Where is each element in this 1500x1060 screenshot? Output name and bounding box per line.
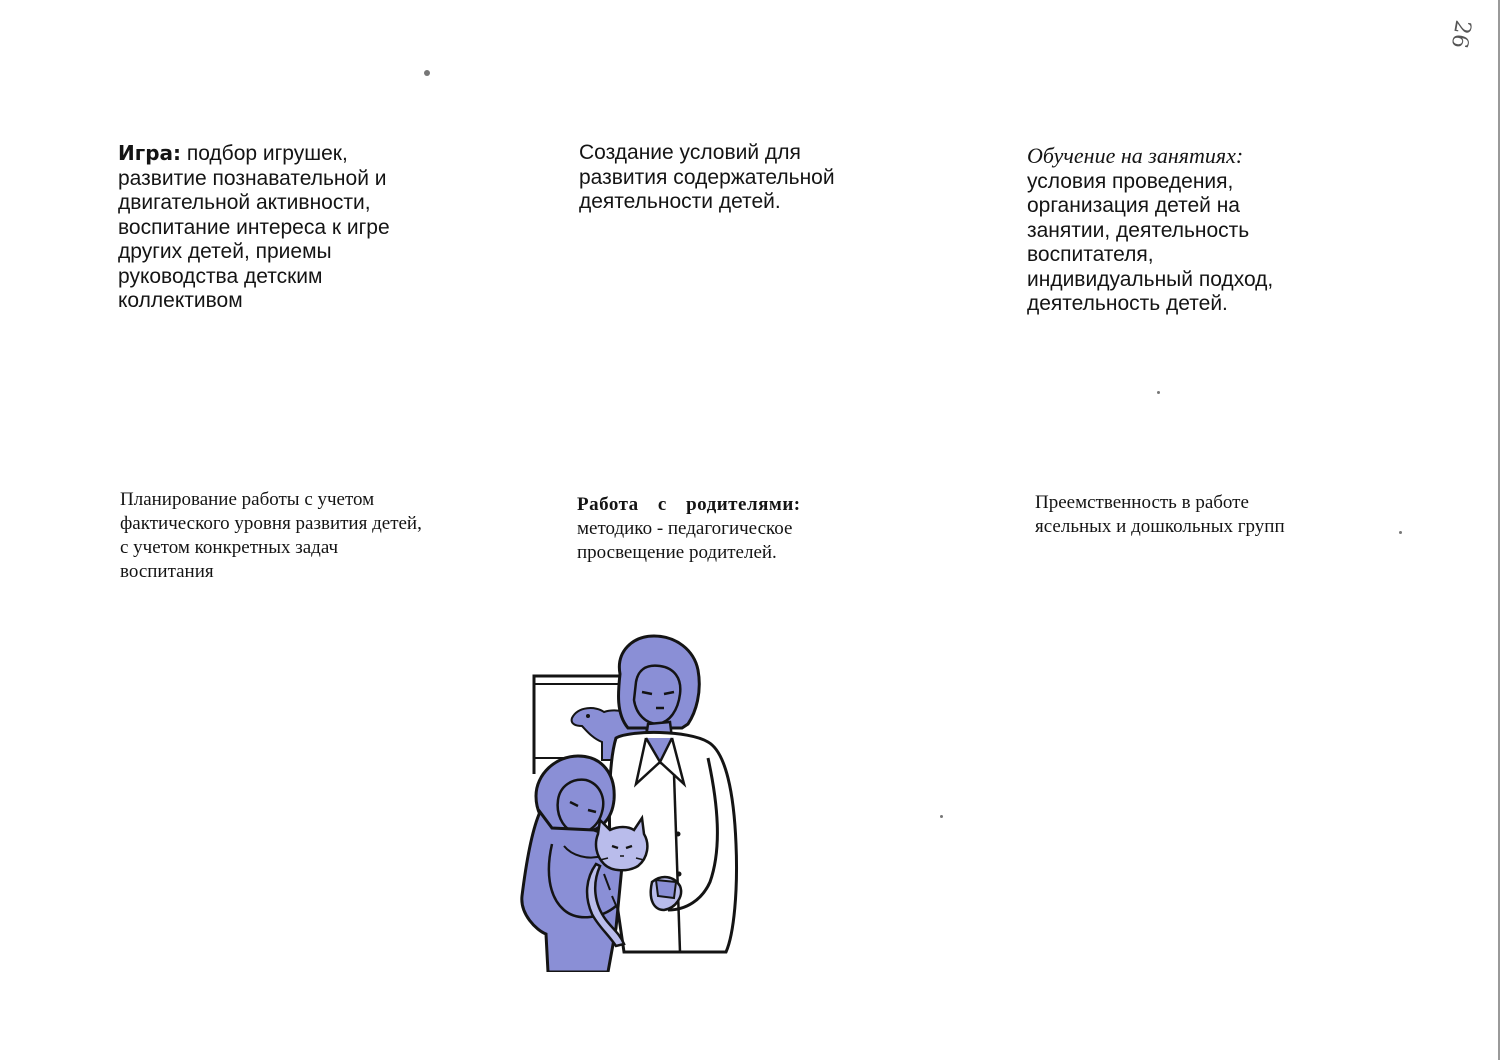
scan-speck [424,70,430,76]
block-planning [120,488,500,584]
block-lessons [1027,144,1407,317]
block-game [118,141,498,314]
block-conditions [579,141,959,215]
block-game-text: подбор игрушек, развитие познавательной и двигательной активности, воспитание интереса к игре других детей, приемы руководства детским коллективом [118,142,390,312]
block-continuity-text: Преемственность в работе ясельных и дошкольных групп [1035,492,1285,537]
block-continuity [1035,491,1415,539]
block-conditions-text: Создание условий для развития содержательной деятельности детей. [579,141,835,213]
teacher-figure [609,636,736,952]
scan-speck [940,815,943,818]
block-game-lead: Игра: [118,141,181,165]
teacher-with-child-and-kitten-illustration [512,634,762,972]
block-lessons-text: условия проведения, организация детей на занятии, деятельность воспитателя, индивидуальный подход, деятельность детей. [1027,169,1274,315]
block-lessons-lead: Обучение на занятиях: [1027,143,1244,168]
page-number: 26 [1445,18,1476,51]
block-planning-text: Планирование работы с учетом фактического уровня развития детей, с учетом конкретных задач воспитания [120,489,422,582]
block-parents-text: методико - педагогическое просвещение родителей. [577,518,793,563]
block-parents [577,493,837,565]
scan-speck [1157,391,1160,394]
block-parents-lead: Работа с родителями: [577,494,801,515]
